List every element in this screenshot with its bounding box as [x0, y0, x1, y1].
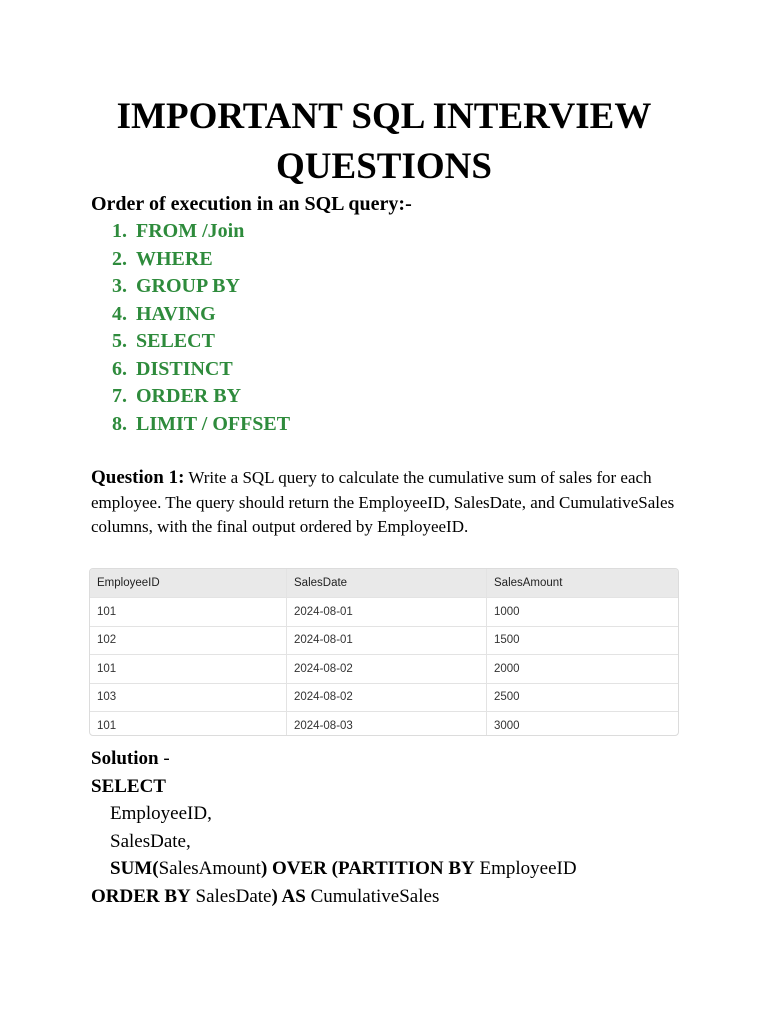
question-label: Question 1:	[91, 467, 185, 488]
step-number: 3.	[112, 275, 127, 297]
step-label: LIMIT / OFFSET	[136, 412, 291, 435]
table-cell: 101	[90, 655, 287, 684]
question-1	[91, 466, 691, 540]
list-item	[112, 273, 240, 300]
step-label: HAVING	[136, 302, 216, 325]
step-label: FROM /Join	[136, 220, 245, 242]
page-title	[0, 92, 768, 192]
sql-column-line: EmployeeID,	[110, 803, 212, 824]
table-cell: 2024-08-02	[287, 683, 487, 712]
title-line-1: IMPORTANT SQL INTERVIEW	[116, 96, 652, 137]
table-cell: 101	[90, 712, 287, 737]
table-cell: 102	[90, 626, 287, 655]
sql-keyword-over: ) OVER (PARTITION BY	[260, 858, 475, 879]
step-label: SELECT	[136, 330, 215, 352]
table-row	[90, 683, 678, 712]
list-item	[112, 411, 290, 438]
table-cell: 1000	[487, 598, 679, 627]
step-number: 1.	[112, 220, 127, 242]
table-row	[90, 598, 678, 627]
sql-keyword-sum: SUM(	[110, 858, 159, 879]
table-cell: 2024-08-01	[287, 626, 487, 655]
table-cell: 1500	[487, 626, 679, 655]
question-text: Write a SQL query to calculate the cumulative sum of sales for each employee. The query should return the EmployeeID, SalesDate, and CumulativeSales columns, with the final output ordered by EmployeeID.	[91, 468, 675, 536]
step-number: 8.	[112, 412, 127, 435]
table-row	[90, 712, 678, 737]
sql-keyword-select: SELECT	[91, 775, 166, 797]
column-header: EmployeeID	[90, 569, 287, 598]
step-number: 7.	[112, 385, 127, 407]
sql-order-col: SalesDate	[190, 885, 272, 907]
table-header-row	[90, 569, 678, 598]
solution-label: Solution	[91, 748, 159, 769]
step-number: 2.	[112, 247, 127, 270]
list-item	[112, 301, 216, 328]
solution-heading	[91, 745, 577, 773]
step-label: GROUP BY	[136, 275, 240, 297]
sql-sum-arg: SalesAmount	[158, 858, 261, 879]
list-item	[112, 246, 213, 273]
table-row	[90, 626, 678, 655]
column-header: SalesAmount	[487, 569, 679, 598]
sql-order-line	[91, 883, 577, 911]
list-item	[112, 218, 244, 245]
sql-keyword-order-by: ORDER BY	[91, 885, 191, 907]
table-cell: 101	[90, 598, 287, 627]
table-cell: 2024-08-01	[287, 598, 487, 627]
step-number: 4.	[112, 302, 127, 325]
table-cell: 2000	[487, 655, 679, 684]
solution-block	[91, 745, 577, 910]
title-line-2: QUESTIONS	[276, 146, 492, 187]
step-label: ORDER BY	[136, 385, 242, 407]
step-label: DISTINCT	[136, 357, 233, 380]
sales-table	[89, 568, 679, 736]
execution-order-heading: Order of execution in an SQL query:-	[91, 193, 412, 215]
sql-column-line: SalesDate,	[110, 830, 191, 852]
column-header: SalesDate	[287, 569, 487, 598]
table-cell: 2500	[487, 683, 679, 712]
step-number: 6.	[112, 357, 127, 380]
table-row	[90, 655, 678, 684]
solution-label-suffix: -	[158, 748, 170, 769]
sql-select-line	[91, 773, 577, 801]
table-cell: 103	[90, 683, 287, 712]
list-item	[112, 383, 241, 410]
table-cell: 2024-08-02	[287, 655, 487, 684]
step-label: WHERE	[136, 247, 213, 270]
step-number: 5.	[112, 330, 127, 352]
list-item	[112, 356, 233, 383]
sql-window-line	[91, 855, 577, 883]
table-cell: 3000	[494, 719, 520, 732]
list-item	[112, 328, 215, 355]
sql-keyword-as: ) AS	[271, 885, 306, 907]
table-cell: 2024-08-03	[287, 712, 487, 737]
sql-alias: CumulativeSales	[305, 885, 440, 907]
sql-partition-col: EmployeeID	[474, 858, 577, 879]
